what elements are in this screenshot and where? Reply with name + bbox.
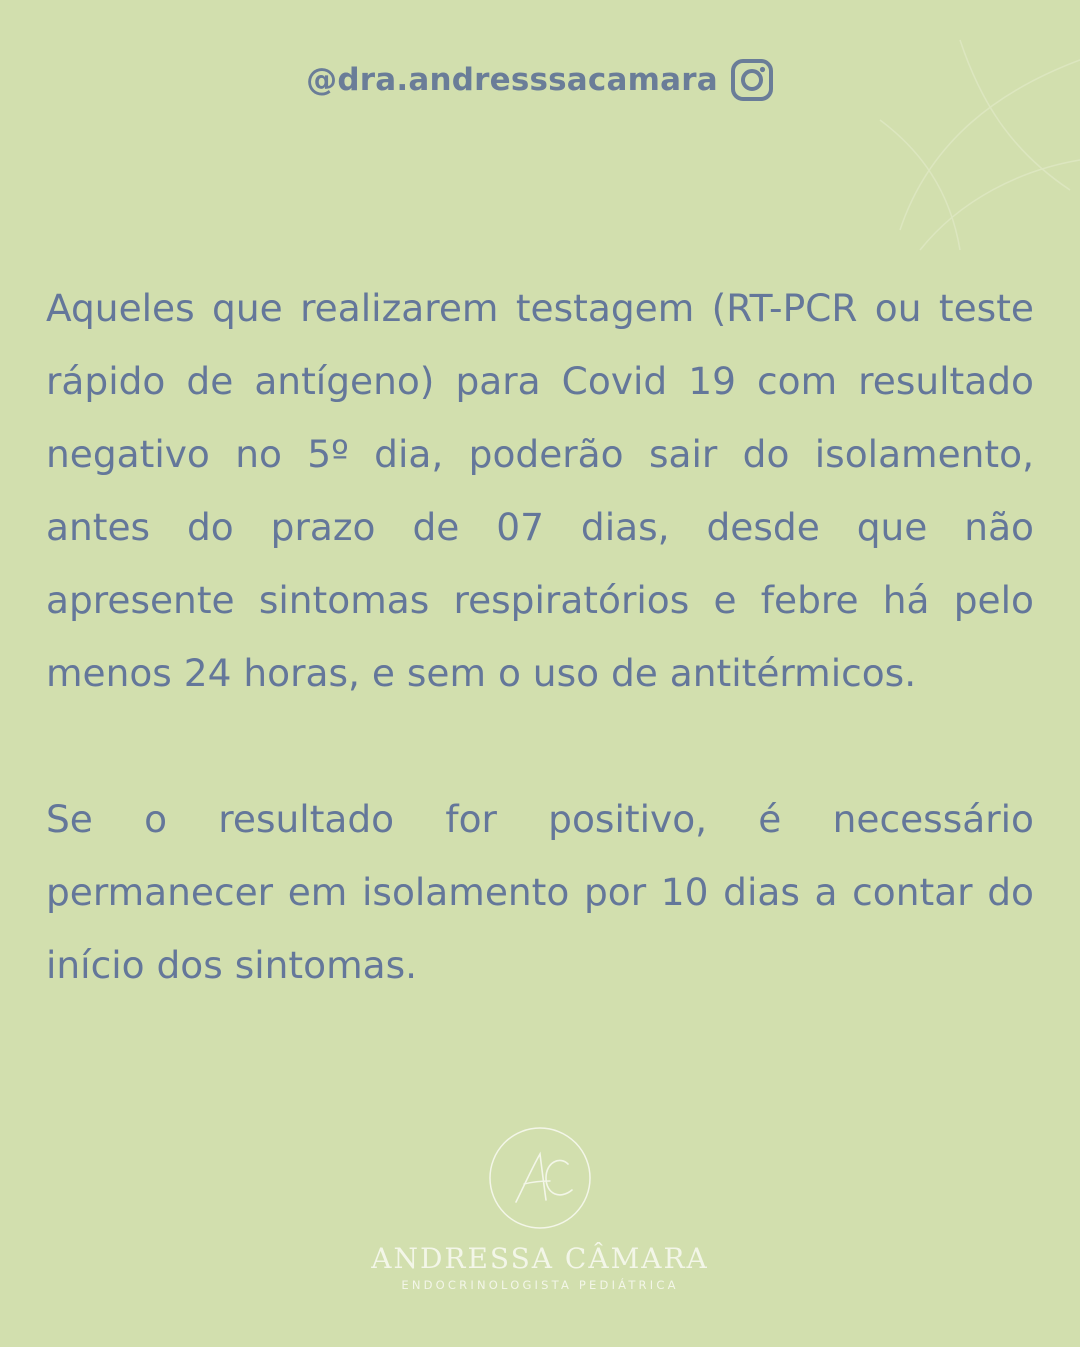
social-handle-header [0,58,1080,102]
monogram-logo-icon [488,1126,592,1230]
brand-subtitle: ENDOCRINOLOGISTA PEDIÁTRICA [401,1278,679,1292]
paragraph-negative-test: Aqueles que realizarem testagem (RT-PCR ou teste rápido de antígeno) para Covid 19 com resultado negativo no 5º dia, poderão sair do isolamento, antes do prazo de 07 dias, desde que não apresente sintomas respiratórios e febre há pelo menos 24 horas, e sem o uso de antitérmicos. [46,286,1034,695]
brand-name: ANDRESSA CÂMARA [371,1242,709,1275]
main-text [46,272,1034,1002]
instagram-handle[interactable]: @dra.andresssacamara [306,62,718,98]
paragraph-positive-test: Se o resultado for positivo, é necessário permanecer em isolamento por 10 dias a contar do início dos sintomas. [46,797,1034,987]
brand-logo [0,1126,1080,1292]
instagram-icon[interactable] [730,58,774,102]
